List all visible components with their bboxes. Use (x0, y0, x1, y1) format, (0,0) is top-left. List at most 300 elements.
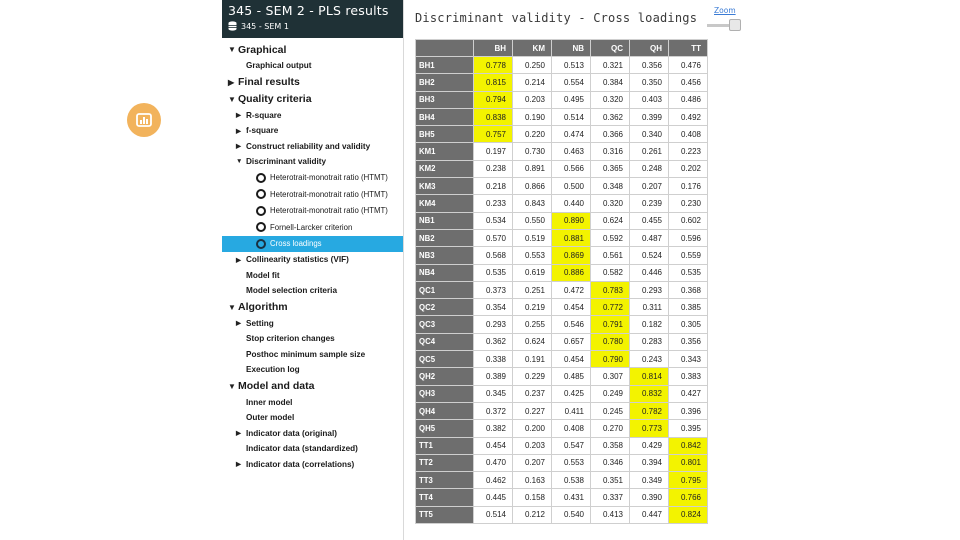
table-row (416, 351, 708, 368)
sidebar-item-label: Execution log (246, 365, 300, 375)
table-cell: 0.440 (552, 195, 591, 212)
table-cell: 0.476 (669, 57, 708, 74)
table-cell: 0.219 (513, 299, 552, 316)
table-cell: 0.248 (630, 160, 669, 177)
table-cell: 0.783 (591, 281, 630, 298)
table-cell: 0.596 (669, 229, 708, 246)
zoom-slider-handle[interactable] (729, 19, 741, 31)
table-cell: 0.158 (513, 489, 552, 506)
table-cell: 0.592 (591, 229, 630, 246)
table-row (416, 126, 708, 143)
column-header-qh[interactable]: QH (630, 40, 669, 57)
table-cell: 0.343 (669, 351, 708, 368)
table-row (416, 247, 708, 264)
table-cell: 0.495 (552, 91, 591, 108)
table-cell: 0.838 (474, 108, 513, 125)
sidebar-item-label: Algorithm (238, 301, 288, 313)
table-cell: 0.384 (591, 74, 630, 91)
table-cell: 0.427 (669, 385, 708, 402)
table-cell: 0.886 (552, 264, 591, 281)
table-cell: 0.485 (552, 368, 591, 385)
table-cell: 0.395 (669, 420, 708, 437)
table-cell: 0.382 (474, 420, 513, 437)
table-cell: 0.553 (513, 247, 552, 264)
table-cell: 0.305 (669, 316, 708, 333)
sidebar-item-heterotrait-monotrait-ratio-htmt[interactable] (222, 170, 403, 187)
table-row (416, 229, 708, 246)
table-cell: 0.223 (669, 143, 708, 160)
table-row (416, 143, 708, 160)
row-header-tt2: TT2 (416, 454, 474, 471)
table-cell: 0.547 (552, 437, 591, 454)
chevron-right-icon[interactable]: ▶ (236, 112, 241, 120)
sidebar-item-r-square[interactable] (222, 108, 403, 124)
table-cell: 0.624 (513, 333, 552, 350)
table-cell: 0.316 (591, 143, 630, 160)
model-subtitle (228, 21, 397, 31)
table-cell: 0.207 (630, 178, 669, 195)
sidebar-item-final-results[interactable] (222, 74, 403, 91)
table-cell: 0.766 (669, 489, 708, 506)
table-cell: 0.514 (552, 108, 591, 125)
sidebar-item-model-and-data[interactable] (222, 378, 403, 395)
table-cell: 0.540 (552, 506, 591, 523)
table-cell: 0.538 (552, 472, 591, 489)
chevron-right-icon[interactable]: ▶ (236, 461, 241, 469)
sidebar-item-algorithm[interactable] (222, 299, 403, 316)
table-row (416, 420, 708, 437)
cross-loadings-table (415, 39, 708, 524)
table-cell: 0.372 (474, 402, 513, 419)
table-row (416, 74, 708, 91)
chevron-down-icon[interactable]: ▼ (228, 381, 236, 391)
sidebar-item-construct-reliability-and-validity[interactable] (222, 139, 403, 155)
sidebar-item-model-selection-criteria[interactable] (222, 283, 403, 299)
table-cell: 0.843 (513, 195, 552, 212)
sidebar-item-label: Collinearity statistics (VIF) (246, 255, 349, 265)
row-header-bh3: BH3 (416, 91, 474, 108)
table-cell: 0.243 (630, 351, 669, 368)
table-cell: 0.514 (474, 506, 513, 523)
row-header-km2: KM2 (416, 160, 474, 177)
sidebar-item-label: Quality criteria (238, 93, 312, 105)
table-cell: 0.791 (591, 316, 630, 333)
chevron-right-icon[interactable]: ▶ (236, 256, 241, 264)
sidebar-item-label: Model selection criteria (246, 286, 338, 296)
table-cell: 0.203 (513, 437, 552, 454)
table-cell: 0.757 (474, 126, 513, 143)
table-cell: 0.534 (474, 212, 513, 229)
table-cell: 0.881 (552, 229, 591, 246)
table-row (416, 264, 708, 281)
results-sidebar (222, 0, 404, 540)
table-cell: 0.790 (591, 351, 630, 368)
radio-icon (256, 206, 266, 216)
table-row (416, 368, 708, 385)
table-cell: 0.362 (591, 108, 630, 125)
row-header-qh3: QH3 (416, 385, 474, 402)
table-cell: 0.780 (591, 333, 630, 350)
table-cell: 0.866 (513, 178, 552, 195)
table-row (416, 472, 708, 489)
sidebar-item-posthoc-minimum-sample-size[interactable] (222, 347, 403, 363)
table-cell: 0.365 (591, 160, 630, 177)
table-cell: 0.389 (474, 368, 513, 385)
sidebar-item-discriminant-validity[interactable] (222, 154, 403, 170)
sidebar-header (222, 0, 403, 38)
table-cell: 0.238 (474, 160, 513, 177)
sidebar-item-label: Heterotrait-monotrait ratio (HTMT) (270, 173, 388, 183)
sidebar-item-label: Outer model (246, 413, 295, 423)
column-header-km[interactable]: KM (513, 40, 552, 57)
sidebar-item-indicator-data-correlations[interactable] (222, 457, 403, 473)
table-cell: 0.383 (669, 368, 708, 385)
table-cell: 0.814 (630, 368, 669, 385)
table-cell: 0.408 (552, 420, 591, 437)
table-cell: 0.311 (630, 299, 669, 316)
table-cell: 0.307 (591, 368, 630, 385)
sidebar-item-label: Heterotrait-monotrait ratio (HTMT) (270, 189, 388, 199)
table-cell: 0.356 (630, 57, 669, 74)
table-cell: 0.220 (513, 126, 552, 143)
sidebar-item-cross-loadings[interactable] (222, 236, 403, 253)
chevron-right-icon[interactable]: ▶ (236, 127, 241, 135)
table-cell: 0.197 (474, 143, 513, 160)
column-header-tt[interactable]: TT (669, 40, 708, 57)
table-header-row (416, 40, 708, 57)
table-cell: 0.411 (552, 402, 591, 419)
table-cell: 0.472 (552, 281, 591, 298)
table-row (416, 454, 708, 471)
sidebar-item-label: Graphical output (246, 61, 312, 71)
chevron-right-icon[interactable]: ▶ (228, 77, 235, 87)
row-header-nb2: NB2 (416, 229, 474, 246)
row-header-tt3: TT3 (416, 472, 474, 489)
row-header-qc4: QC4 (416, 333, 474, 350)
table-cell: 0.350 (630, 74, 669, 91)
table-row (416, 506, 708, 523)
table-cell: 0.229 (513, 368, 552, 385)
table-cell: 0.445 (474, 489, 513, 506)
model-name: 345 - SEM 1 (241, 21, 289, 31)
chevron-down-icon[interactable]: ▼ (228, 302, 236, 312)
sidebar-item-label: Indicator data (standardized) (246, 444, 358, 454)
table-cell: 0.561 (591, 247, 630, 264)
table-cell: 0.358 (591, 437, 630, 454)
table-cell: 0.425 (552, 385, 591, 402)
row-header-tt4: TT4 (416, 489, 474, 506)
sidebar-item-label: Heterotrait-monotrait ratio (HTMT) (270, 206, 388, 216)
sidebar-item-quality-criteria[interactable] (222, 91, 403, 108)
sidebar-item-label: Model fit (246, 270, 280, 280)
table-row (416, 108, 708, 125)
sidebar-item-label: R-square (246, 110, 282, 120)
row-header-qc2: QC2 (416, 299, 474, 316)
table-cell: 0.782 (630, 402, 669, 419)
row-header-qc5: QC5 (416, 351, 474, 368)
table-cell: 0.815 (474, 74, 513, 91)
table-cell: 0.348 (591, 178, 630, 195)
table-cell: 0.390 (630, 489, 669, 506)
table-cell: 0.320 (591, 91, 630, 108)
table-cell: 0.824 (669, 506, 708, 523)
sidebar-item-label: Final results (238, 76, 300, 88)
radio-icon (256, 173, 266, 183)
table-cell: 0.368 (669, 281, 708, 298)
table-cell: 0.429 (630, 437, 669, 454)
table-cell: 0.842 (669, 437, 708, 454)
table-cell: 0.293 (630, 281, 669, 298)
sidebar-item-label: Fornell-Larcker criterion (270, 222, 353, 232)
sidebar-item-label: Posthoc minimum sample size (246, 349, 366, 359)
row-header-qc3: QC3 (416, 316, 474, 333)
table-row (416, 402, 708, 419)
sidebar-item-label: Model and data (238, 380, 315, 392)
table-cell: 0.455 (630, 212, 669, 229)
page-title: Discriminant validity - Cross loadings (415, 11, 698, 25)
table-cell: 0.447 (630, 506, 669, 523)
chevron-down-icon[interactable]: ▼ (228, 45, 236, 54)
table-cell: 0.270 (591, 420, 630, 437)
table-cell: 0.385 (669, 299, 708, 316)
table-cell: 0.619 (513, 264, 552, 281)
table-cell: 0.869 (552, 247, 591, 264)
sidebar-item-label: Stop criterion changes (246, 334, 335, 344)
table-cell: 0.218 (474, 178, 513, 195)
table-cell: 0.354 (474, 299, 513, 316)
table-row (416, 91, 708, 108)
table-cell: 0.524 (630, 247, 669, 264)
row-header-bh2: BH2 (416, 74, 474, 91)
table-corner-cell (416, 40, 474, 57)
table-cell: 0.778 (474, 57, 513, 74)
sidebar-item-setting[interactable] (222, 316, 403, 332)
table-cell: 0.176 (669, 178, 708, 195)
table-cell: 0.535 (474, 264, 513, 281)
table-cell: 0.349 (630, 472, 669, 489)
table-cell: 0.454 (552, 299, 591, 316)
sidebar-item-inner-model[interactable] (222, 395, 403, 411)
row-header-qh4: QH4 (416, 402, 474, 419)
sidebar-item-graphical[interactable] (222, 41, 403, 58)
table-cell: 0.340 (630, 126, 669, 143)
table-cell: 0.550 (513, 212, 552, 229)
row-header-nb4: NB4 (416, 264, 474, 281)
table-cell: 0.403 (630, 91, 669, 108)
table-cell: 0.207 (513, 454, 552, 471)
row-header-tt1: TT1 (416, 437, 474, 454)
table-cell: 0.399 (630, 108, 669, 125)
table-cell: 0.321 (591, 57, 630, 74)
column-header-bh[interactable]: BH (474, 40, 513, 57)
row-header-bh1: BH1 (416, 57, 474, 74)
row-header-km3: KM3 (416, 178, 474, 195)
sidebar-item-outer-model[interactable] (222, 410, 403, 426)
sidebar-item-heterotrait-monotrait-ratio-htmt[interactable] (222, 186, 403, 203)
table-cell: 0.890 (552, 212, 591, 229)
sidebar-item-label: Graphical (238, 43, 287, 56)
table-cell: 0.396 (669, 402, 708, 419)
table-cell: 0.462 (474, 472, 513, 489)
row-header-qh5: QH5 (416, 420, 474, 437)
table-cell: 0.202 (669, 160, 708, 177)
radio-icon (256, 189, 266, 199)
table-cell: 0.624 (591, 212, 630, 229)
sidebar-item-stop-criterion-changes[interactable] (222, 331, 403, 347)
table-row (416, 299, 708, 316)
table-cell: 0.492 (669, 108, 708, 125)
sidebar-item-execution-log[interactable] (222, 362, 403, 378)
table-row (416, 281, 708, 298)
table-row (416, 316, 708, 333)
table-cell: 0.362 (474, 333, 513, 350)
column-header-nb[interactable]: NB (552, 40, 591, 57)
table-cell: 0.772 (591, 299, 630, 316)
sidebar-item-label: Discriminant validity (246, 157, 327, 167)
table-cell: 0.239 (630, 195, 669, 212)
row-header-bh4: BH4 (416, 108, 474, 125)
table-cell: 0.657 (552, 333, 591, 350)
table-cell: 0.338 (474, 351, 513, 368)
table-cell: 0.394 (630, 454, 669, 471)
table-row (416, 212, 708, 229)
table-cell: 0.570 (474, 229, 513, 246)
table-row (416, 195, 708, 212)
table-cell: 0.191 (513, 351, 552, 368)
sidebar-item-heterotrait-monotrait-ratio-htmt[interactable] (222, 203, 403, 220)
table-cell: 0.474 (552, 126, 591, 143)
table-cell: 0.200 (513, 420, 552, 437)
table-cell: 0.446 (630, 264, 669, 281)
radio-icon (256, 239, 266, 249)
table-cell: 0.163 (513, 472, 552, 489)
table-cell: 0.553 (552, 454, 591, 471)
row-header-nb1: NB1 (416, 212, 474, 229)
table-cell: 0.602 (669, 212, 708, 229)
table-cell: 0.801 (669, 454, 708, 471)
table-row (416, 333, 708, 350)
sidebar-item-f-square[interactable] (222, 123, 403, 139)
table-cell: 0.463 (552, 143, 591, 160)
table-cell: 0.730 (513, 143, 552, 160)
table-row (416, 178, 708, 195)
chevron-down-icon[interactable]: ▼ (236, 158, 243, 166)
table-cell: 0.408 (669, 126, 708, 143)
sidebar-item-label: Setting (246, 318, 274, 328)
table-cell: 0.337 (591, 489, 630, 506)
table-cell: 0.250 (513, 57, 552, 74)
chevron-down-icon[interactable]: ▼ (228, 94, 236, 104)
table-cell: 0.794 (474, 91, 513, 108)
chevron-right-icon[interactable]: ▶ (236, 430, 241, 438)
table-row (416, 57, 708, 74)
table-cell: 0.413 (591, 506, 630, 523)
table-cell: 0.283 (630, 333, 669, 350)
sidebar-item-indicator-data-standardized[interactable] (222, 441, 403, 457)
sidebar-item-label: Indicator data (correlations) (246, 459, 355, 469)
results-panel (405, 0, 740, 540)
results-tree (222, 38, 403, 472)
table-cell: 0.320 (591, 195, 630, 212)
table-cell: 0.373 (474, 281, 513, 298)
sidebar-item-graphical-output[interactable] (222, 58, 403, 74)
database-icon (228, 21, 237, 31)
row-header-nb3: NB3 (416, 247, 474, 264)
table-cell: 0.773 (630, 420, 669, 437)
radio-icon (256, 222, 266, 232)
table-cell: 0.351 (591, 472, 630, 489)
row-header-km1: KM1 (416, 143, 474, 160)
table-cell: 0.237 (513, 385, 552, 402)
table-cell: 0.255 (513, 316, 552, 333)
sidebar-item-indicator-data-original[interactable] (222, 426, 403, 442)
table-cell: 0.356 (669, 333, 708, 350)
table-cell: 0.535 (669, 264, 708, 281)
row-header-bh5: BH5 (416, 126, 474, 143)
table-cell: 0.261 (630, 143, 669, 160)
table-cell: 0.251 (513, 281, 552, 298)
table-cell: 0.245 (591, 402, 630, 419)
table-cell: 0.190 (513, 108, 552, 125)
table-row (416, 489, 708, 506)
table-cell: 0.227 (513, 402, 552, 419)
sidebar-item-label: Inner model (246, 397, 293, 407)
table-cell: 0.891 (513, 160, 552, 177)
table-cell: 0.559 (669, 247, 708, 264)
chevron-right-icon[interactable]: ▶ (236, 143, 241, 151)
table-cell: 0.431 (552, 489, 591, 506)
table-row (416, 385, 708, 402)
sidebar-item-model-fit[interactable] (222, 268, 403, 284)
sidebar-item-label: f-square (246, 126, 279, 136)
sidebar-item-label: Indicator data (original) (246, 428, 337, 438)
row-header-qc1: QC1 (416, 281, 474, 298)
table-cell: 0.454 (474, 437, 513, 454)
table-cell: 0.519 (513, 229, 552, 246)
chevron-right-icon[interactable]: ▶ (236, 320, 241, 328)
chart-badge-icon[interactable] (127, 103, 161, 137)
sidebar-item-fornell-larcker-criterion[interactable] (222, 219, 403, 236)
column-header-qc[interactable]: QC (591, 40, 630, 57)
table-cell: 0.795 (669, 472, 708, 489)
table-cell: 0.554 (552, 74, 591, 91)
table-cell: 0.233 (474, 195, 513, 212)
table-cell: 0.513 (552, 57, 591, 74)
row-header-km4: KM4 (416, 195, 474, 212)
table-cell: 0.454 (552, 351, 591, 368)
zoom-link[interactable]: Zoom (714, 6, 736, 15)
table-cell: 0.366 (591, 126, 630, 143)
table-cell: 0.832 (630, 385, 669, 402)
table-cell: 0.249 (591, 385, 630, 402)
table-cell: 0.230 (669, 195, 708, 212)
table-cell: 0.582 (591, 264, 630, 281)
table-row (416, 437, 708, 454)
sidebar-item-label: Cross loadings (270, 239, 322, 249)
row-header-qh2: QH2 (416, 368, 474, 385)
table-cell: 0.293 (474, 316, 513, 333)
table-row (416, 160, 708, 177)
table-cell: 0.203 (513, 91, 552, 108)
sidebar-item-label: Construct reliability and validity (246, 141, 371, 151)
row-header-tt5: TT5 (416, 506, 474, 523)
table-cell: 0.500 (552, 178, 591, 195)
window-title: 345 - SEM 2 - PLS results (228, 3, 389, 18)
sidebar-item-collinearity-statistics-vif[interactable] (222, 252, 403, 268)
table-cell: 0.182 (630, 316, 669, 333)
table-cell: 0.568 (474, 247, 513, 264)
table-body (416, 57, 708, 524)
